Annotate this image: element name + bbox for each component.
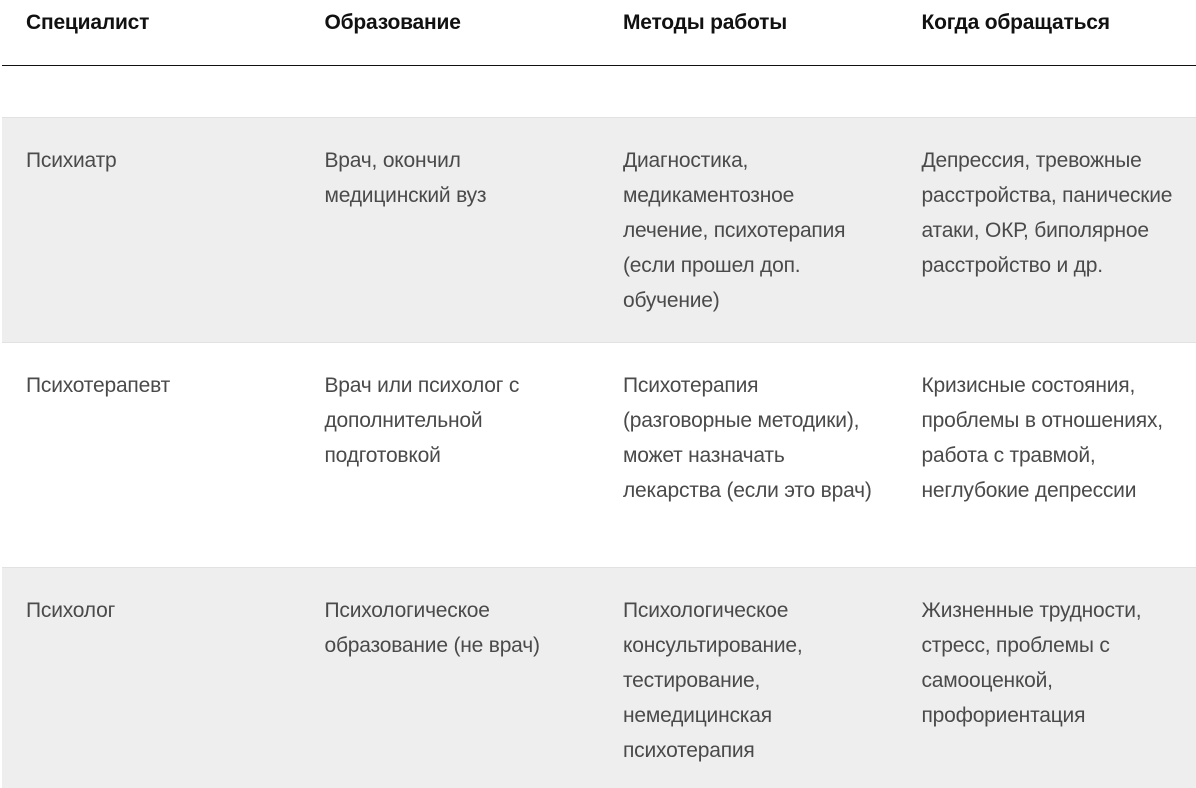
- cell-education: Врач, окончил медицинский вуз: [324, 149, 487, 207]
- table-row: [2, 342, 1196, 567]
- comparison-table: [2, 0, 1196, 788]
- cell-when: Депрессия, тревожные расстройства, панические атаки, ОКР, биполярное расстройство и др.: [921, 149, 1173, 277]
- cell-specialist: Психолог: [26, 599, 116, 622]
- cell-methods: Диагностика, медикаментозное лечение, психотерапия (если прошел доп. обучение): [623, 149, 846, 312]
- cell-specialist: Психотерапевт: [26, 374, 170, 397]
- table-header-row: [2, 0, 1196, 66]
- cell-specialist: Психиатр: [26, 149, 117, 172]
- cell-when: Жизненные трудности, стресс, проблемы с самооценкой, профориентация: [921, 599, 1142, 727]
- table-row: [2, 117, 1196, 342]
- cell-when: Кризисные состояния, проблемы в отношениях, работа с травмой, неглубокие депрессии: [921, 374, 1163, 502]
- header-education: Образование: [324, 11, 461, 34]
- header-specialist: Специалист: [26, 11, 150, 34]
- cell-education: Психологическое образование (не врач): [324, 599, 540, 657]
- cell-education: Врач или психолог с дополнительной подготовкой: [324, 374, 520, 467]
- table-row: [2, 567, 1196, 788]
- header-when: Когда обращаться: [921, 11, 1110, 34]
- header-methods: Методы работы: [623, 11, 787, 34]
- cell-methods: Психологическое консультирование, тестирование, немедицинская психотерапия: [623, 599, 803, 762]
- header-spacer: [2, 66, 1196, 117]
- cell-methods: Психотерапия (разговорные методики), может назначать лекарства (если это врач): [623, 374, 872, 502]
